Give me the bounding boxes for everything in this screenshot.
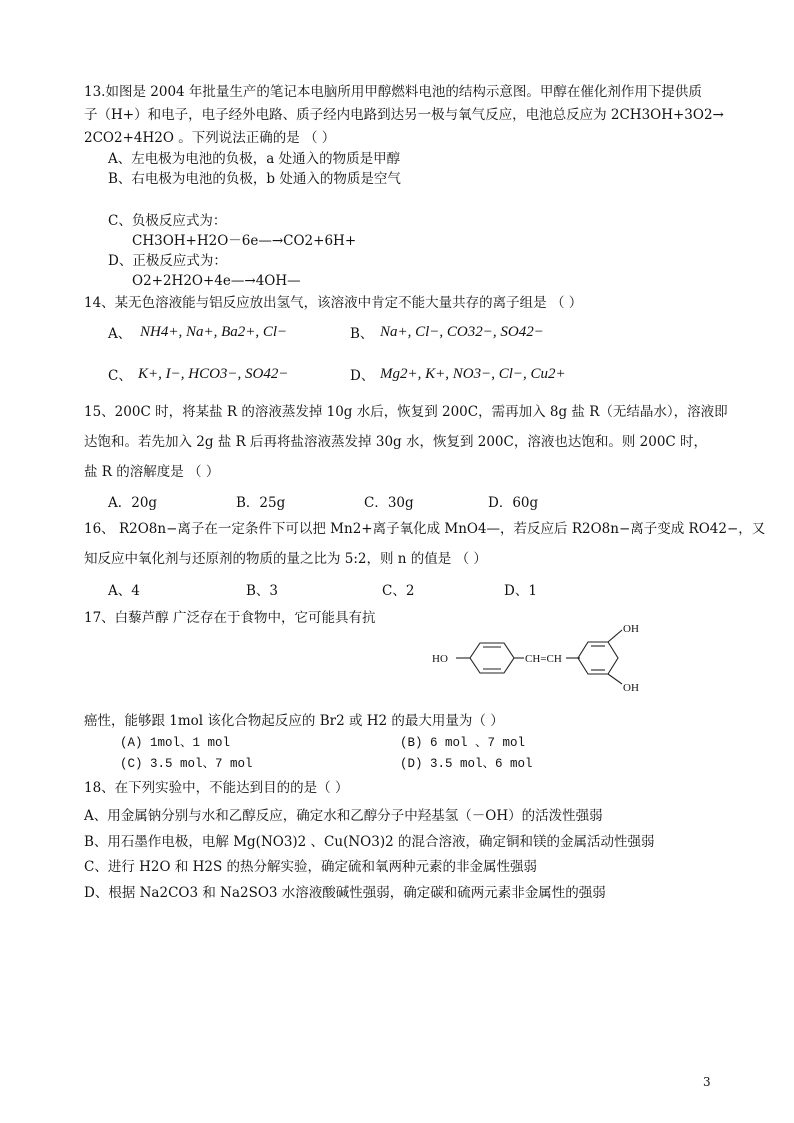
q17-option-d: (D) 3.5 mol、6 mol <box>400 757 533 771</box>
q17-line-2: 癌性，能够跟 1mol 该化合物起反应的 Br2 或 H2 的最大用量为（ ） <box>84 713 504 729</box>
q16-line-1: 16、 R2O8n−离子在一定条件下可以把 Mn2+离子氧化成 MnO4—，若反应后 R2O8n−离子变成 RO42−，又 <box>84 521 766 537</box>
q18-option-d: D、根据 Na2CO3 和 Na2SO3 水溶液酸碱性强弱，确定碳和硫两元素非金属性的强弱 <box>84 885 606 901</box>
q17-option-c: (C) 3.5 mol、7 mol <box>120 757 253 771</box>
q17-line-1: 17、白藜芦醇 广泛存在于食物中，它可能具有抗 <box>84 610 376 626</box>
q14-option-b-label: B、 <box>350 326 374 342</box>
q16-option-a: A、4 <box>108 583 140 599</box>
q15-line-1: 15、200C 时，将某盐 R 的溶液蒸发掉 10g 水后，恢复到 200C，需再加入 8g 盐 R（无结晶水），溶液即 <box>84 404 728 420</box>
oh-label-bottom: OH <box>623 682 639 694</box>
oh-label-top: OH <box>623 623 639 635</box>
q13-line-2: 子（H+）和电子，电子经外电路、质子经内电路到达另一极与氧气反应，电池总反应为 2CH3OH+3O2→ <box>84 107 724 123</box>
q13-option-d: D、正极反应式为： <box>108 253 227 269</box>
vinyl-label: CH=CH <box>525 653 562 665</box>
q16-line-2: 知反应中氧化剂与还原剂的物质的量之比为 5:2，则 n 的值是 （ ） <box>84 551 487 567</box>
q16-option-d: D、1 <box>504 583 537 599</box>
q18-option-a: A、用金属钠分别与水和乙醇反应，确定水和乙醇分子中羟基氢（－OH）的活泼性强弱 <box>84 808 603 824</box>
q14-option-b-ions: Na+, Cl−, CO32−, SO42− <box>380 324 544 340</box>
ho-label-left: HO <box>432 653 448 665</box>
q14-stem: 14、某无色溶液能与铝反应放出氢气，该溶液中肯定不能大量共存的离子组是 （ ） <box>84 295 583 311</box>
page-number: 3 <box>703 1075 711 1089</box>
q15-line-2: 达饱和。若先加入 2g 盐 R 后再将盐溶液蒸发掉 30g 水，恢复到 200C，溶液也达饱和。则 200C 时， <box>84 434 708 450</box>
q15-line-3: 盐 R 的溶解度是 （ ） <box>84 464 220 480</box>
q15-option-a: A．20g <box>108 495 158 511</box>
q14-option-a-ions: NH4+, Na+, Ba2+, Cl− <box>140 324 288 340</box>
q14-option-d-ions: Mg2+, K+, NO3−, Cl−, Cu2+ <box>380 366 566 382</box>
q13-option-a: A、左电极为电池的负极，a 处通入的物质是甲醇 <box>108 151 401 167</box>
q15-option-c: C．30g <box>364 495 414 511</box>
q14-option-c-label: C、 <box>108 368 132 384</box>
q13-option-c: C、负极反应式为： <box>108 213 227 229</box>
q15-option-d: D．60g <box>488 495 539 511</box>
q17-option-a: (A) 1mol、1 mol <box>120 736 231 750</box>
resveratrol-structure <box>430 618 660 694</box>
q18-stem: 18、在下列实验中，不能达到目的的是（ ） <box>84 780 349 796</box>
q14-option-d-label: D、 <box>350 368 375 384</box>
q17-option-b: (B) 6 mol 、7 mol <box>400 736 526 750</box>
q14-option-a-label: A、 <box>108 326 132 342</box>
q18-option-b: B、用石墨作电极，电解 Mg(NO3)2 、Cu(NO3)2 的混合溶液，确定铜和镁的金属活动性强弱 <box>84 834 655 850</box>
q15-option-b: B．25g <box>236 495 286 511</box>
q13-option-d-equation: O2+2H2O+4e—→4OH— <box>132 273 301 289</box>
q13-line-3: 2CO2+4H2O 。下列说法正确的是 （ ） <box>84 130 336 146</box>
q14-option-c-ions: K+, I−, HCO3−, SO42− <box>138 366 289 382</box>
right-benzene-ring <box>578 642 618 674</box>
q13-option-b: B、右电极为电池的负极，b 处通入的物质是空气 <box>108 171 401 187</box>
q13-option-c-equation: CH3OH+H2O－6e—→CO2+6H+ <box>132 233 357 249</box>
q18-option-c: C、进行 H2O 和 H2S 的热分解实验，确定硫和氧两种元素的非金属性强弱 <box>84 859 538 875</box>
q13-line-1: 13.如图是 2004 年批量生产的笔记本电脑所用甲醇燃料电池的结构示意图。甲醇在催化剂作用下提供质 <box>84 84 702 100</box>
q16-option-b: B、3 <box>246 583 279 599</box>
q16-option-c: C、2 <box>382 583 415 599</box>
